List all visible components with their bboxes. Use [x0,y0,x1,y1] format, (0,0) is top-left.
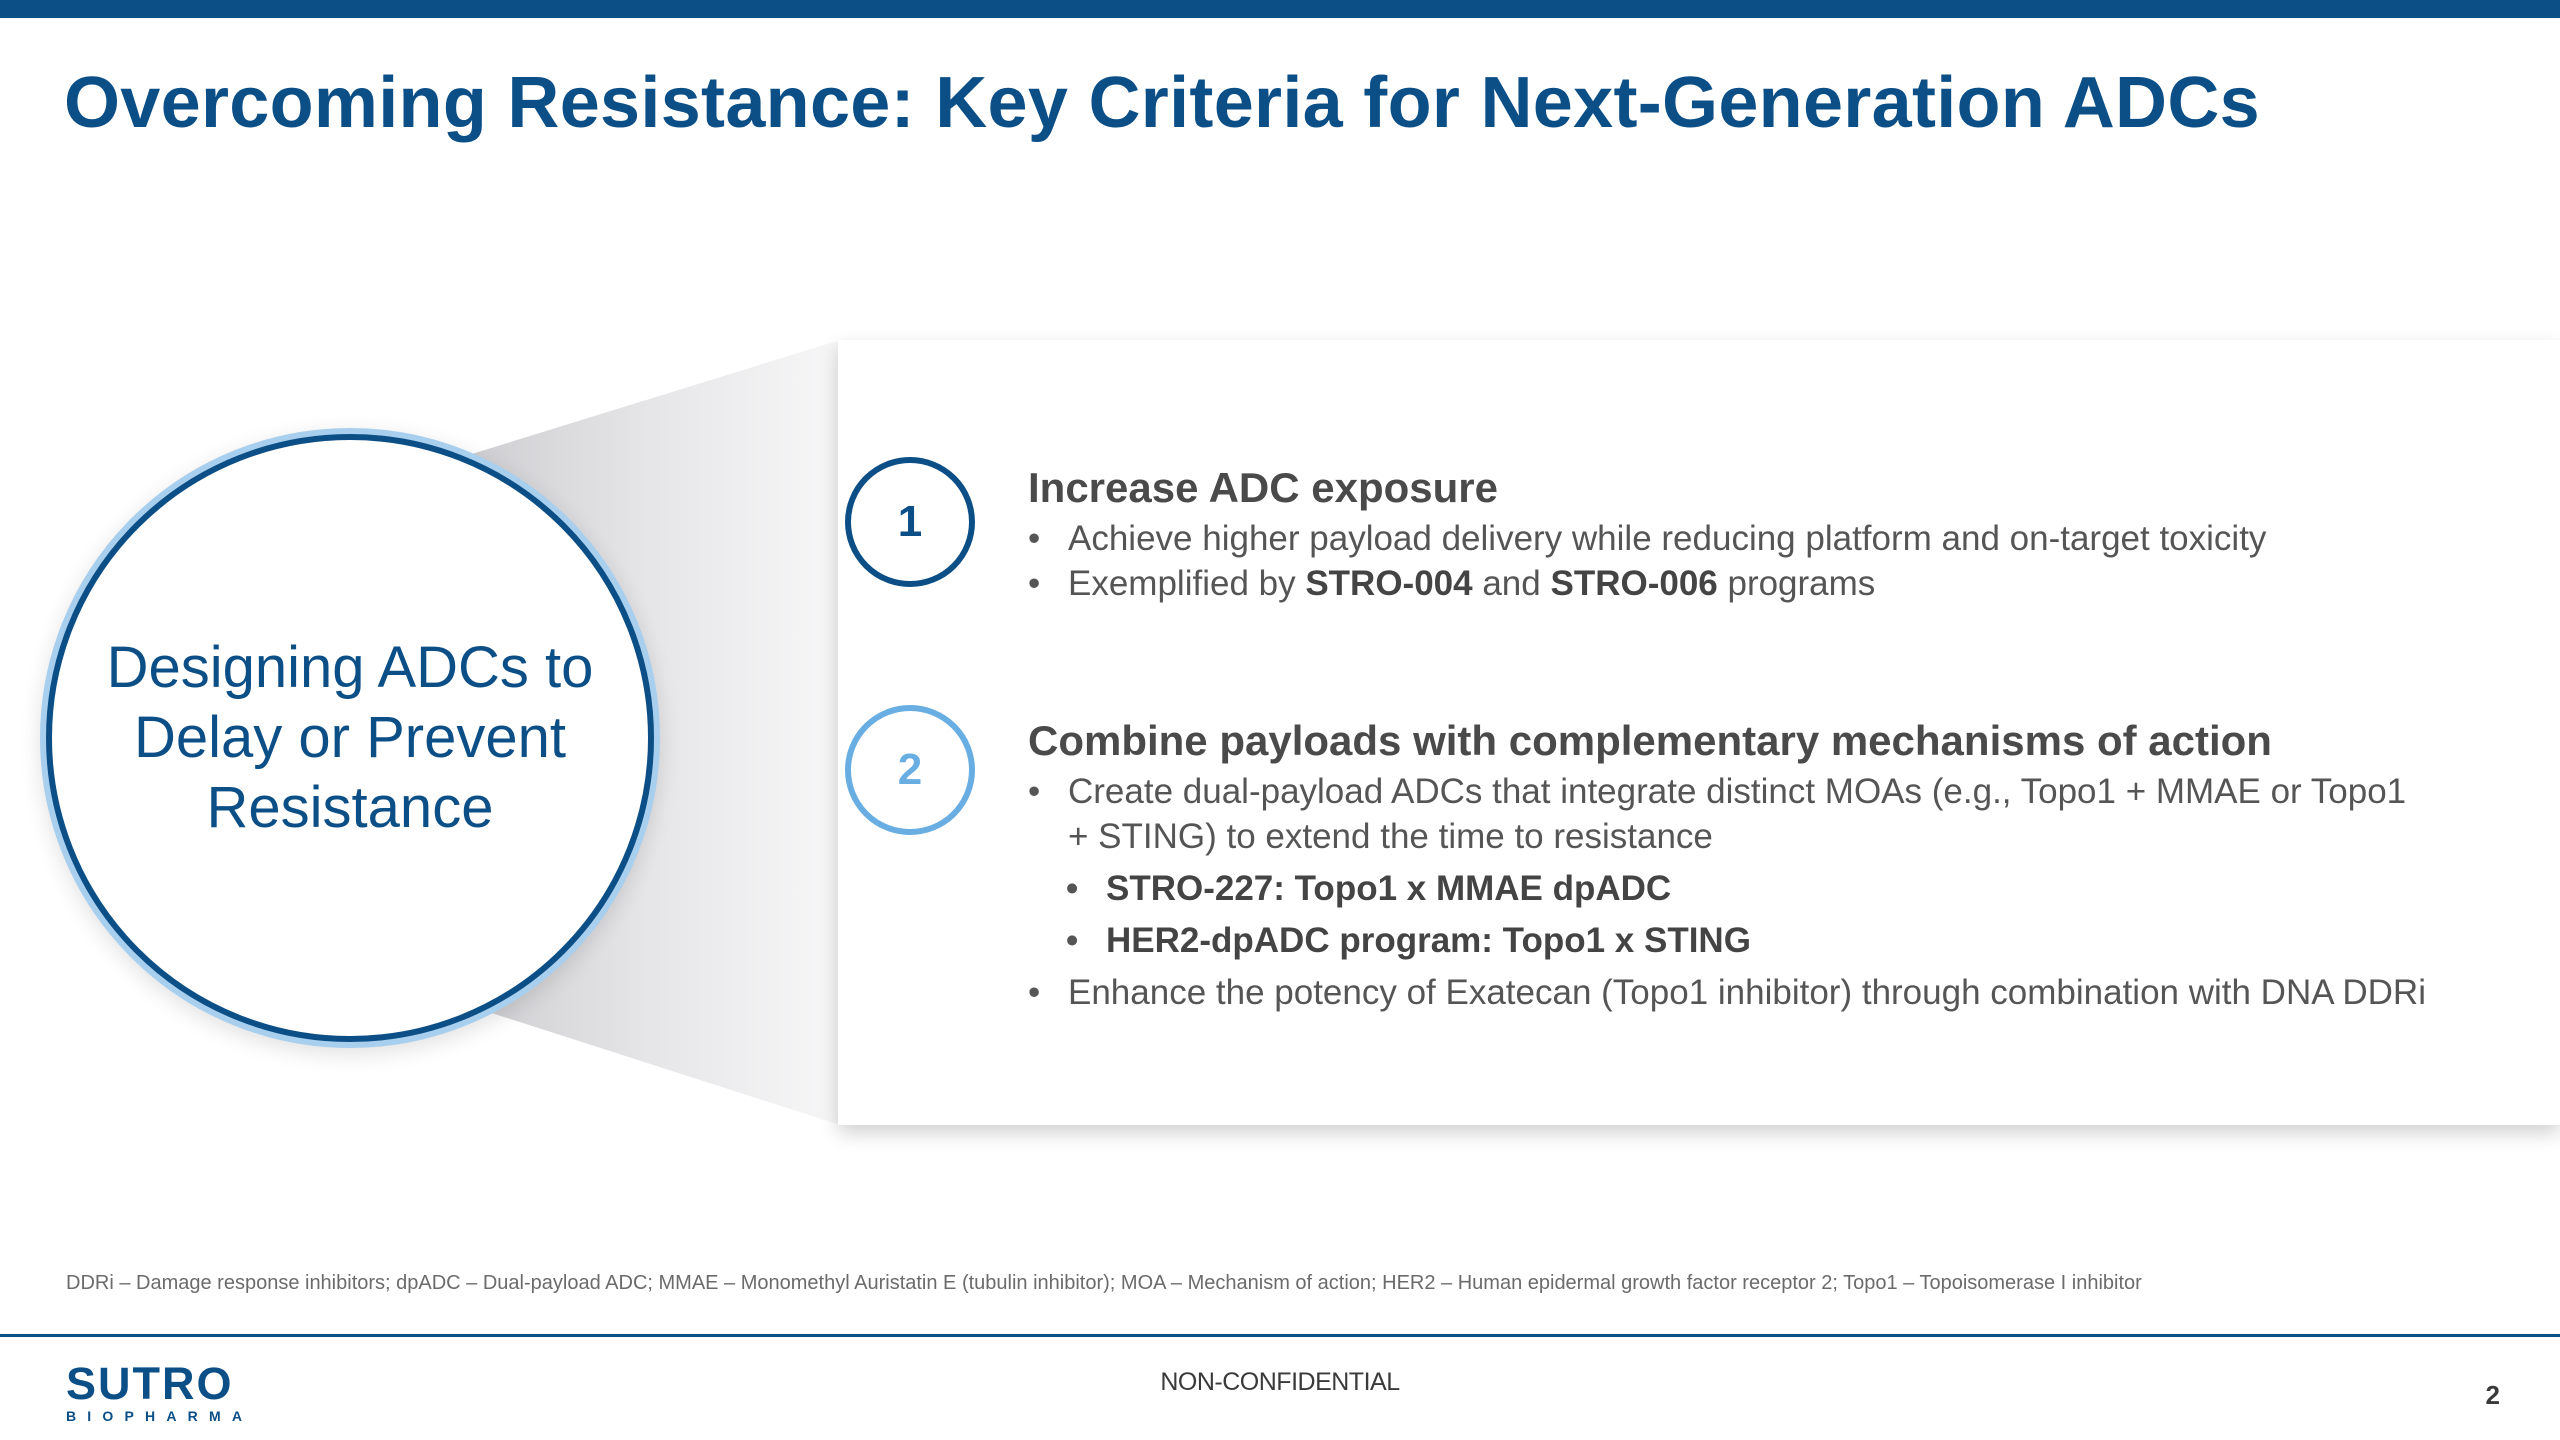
criterion-1-bullets [1028,516,2428,606]
criterion-2-bullet-2: • Enhance the potency of Exatecan (Topo1 inhibitor) through combination with DNA DDRi [1028,970,2428,1015]
criterion-2-sub-bullet-2: • HER2-dpADC program: Topo1 x STING [1028,918,2428,963]
criterion-2-heading: Combine payloads with complementary mechanisms of action [1028,717,2272,764]
focus-circle [46,434,654,1042]
criterion-2-bullet-1: • Create dual-payload ADCs that integrate distinct MOAs (e.g., Topo1 + MMAE or Topo1 + STING) to extend the time to resistance [1028,769,2428,859]
criterion-2 [1028,715,2428,1015]
abbreviations-footnote: DDRi – Damage response inhibitors; dpADC – Dual-payload ADC; MMAE – Monomethyl Auristatin E (tubulin inhibitor); MOA – Mechanism of action; HER2 – Human epidermal growth factor receptor 2; Topo1 – Topoisomerase I inhibitor [66,1272,2142,1294]
bullet-text: programs [1717,564,1876,603]
bullet-text: Exemplified by [1068,564,1306,603]
program-name-stro-006: STRO-006 [1550,564,1718,603]
criterion-2-sub-bullet-1: • STRO-227: Topo1 x MMAE dpADC [1028,866,2428,911]
criterion-1-number-badge: 1 [845,457,975,587]
program-name-stro-004: STRO-004 [1305,564,1473,603]
focus-circle-text: Designing ADCs to Delay or Prevent Resistance [106,635,594,840]
criterion-2-number-badge: 2 [845,705,975,835]
criterion-1 [1028,462,2428,606]
criterion-1-bullet-1: • Achieve higher payload delivery while reducing platform and on-target toxicity [1028,516,2428,561]
page-number: 2 [2485,1380,2500,1410]
criterion-2-bullets [1028,769,2428,1015]
footer-divider [0,1334,2560,1337]
slide-title: Overcoming Resistance: Key Criteria for Next-Generation ADCs [64,63,2260,143]
logo-subtitle: BIOPHARMA [66,1408,254,1424]
classification-label: NON-CONFIDENTIAL [1160,1368,1400,1396]
bullet-text: and [1472,564,1551,603]
criterion-1-bullet-2 [1028,561,2428,606]
sutro-biopharma-logo [66,1358,256,1424]
logo-wordmark: SUTRO [66,1358,234,1409]
criterion-1-heading: Increase ADC exposure [1028,464,1498,511]
